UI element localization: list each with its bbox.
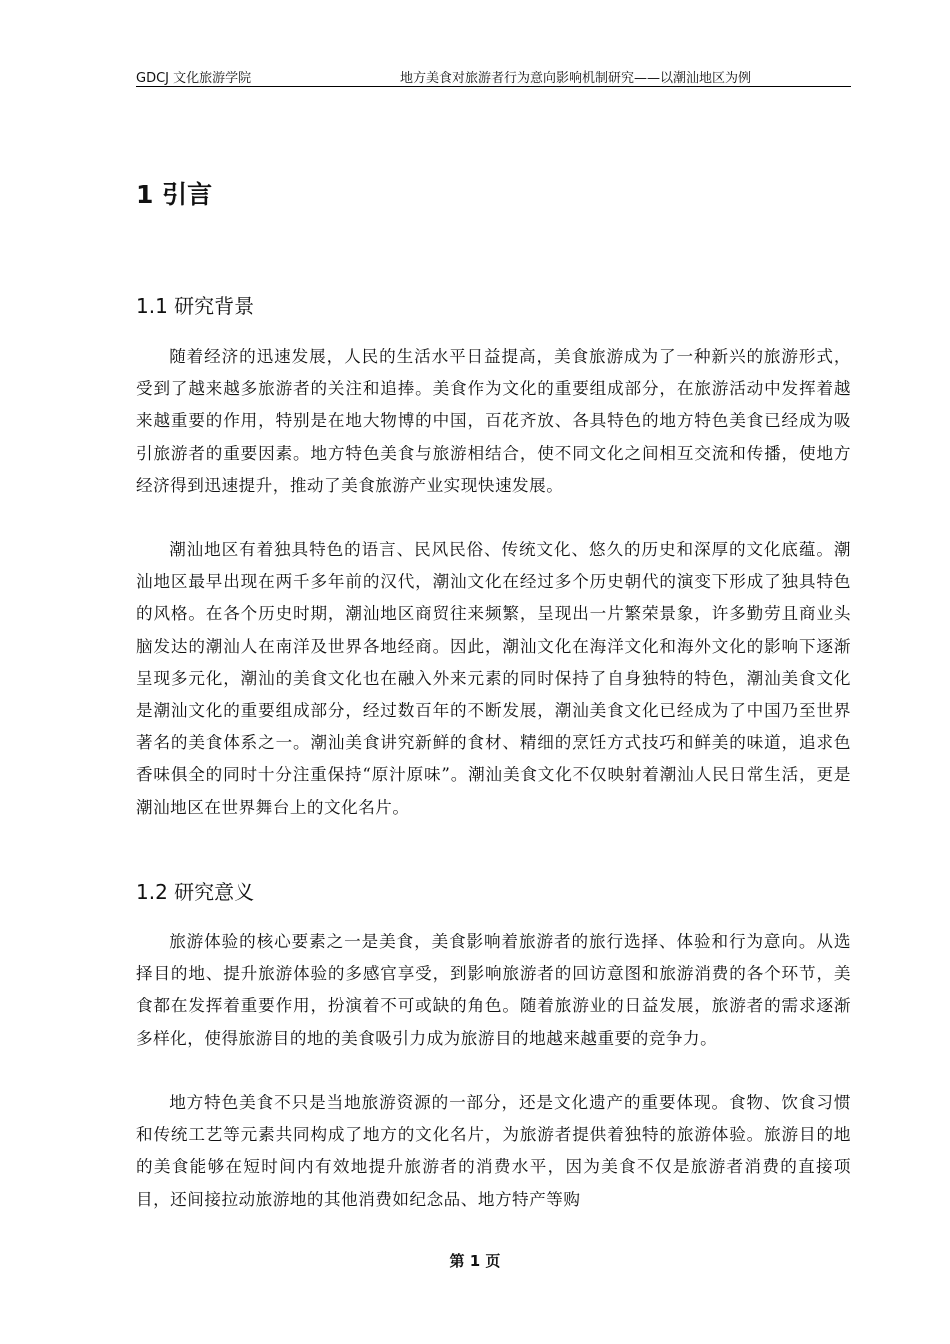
paragraph-background-1: 随着经济的迅速发展，人民的生活水平日益提高，美食旅游成为了一种新兴的旅游形式，受到了越来越多旅游者的关注和追捧。美食作为文化的重要组成部分，在旅游活动中发挥着越来越重要的作用，特别是在地大物博的中国，百花齐放、各具特色的地方特色美食已经成为吸引旅游者的重要因素。地方特色美食与旅游相结合，使不同文化之间相互交流和传播，使地方经济得到迅速提升，推动了美食旅游产业实现快速发展。 (136, 347, 851, 495)
paragraph-background-2: 潮汕地区有着独具特色的语言、民风民俗、传统文化、悠久的历史和深厚的文化底蕴。潮汕地区最早出现在两千多年前的汉代，潮汕文化在经过多个历史朝代的演变下形成了独具特色的风格。在各个历史时期，潮汕地区商贸往来频繁，呈现出一片繁荣景象，许多勤劳且商业头脑发达的潮汕人在南洋及世界各地经商。因此，潮汕文化在海洋文化和海外文化的影响下逐渐呈现多元化，潮汕的美食文化也在融入外来元素的同时保持了自身独特的特色，潮汕美食文化是潮汕文化的重要组成部分，经过数百年的不断发展，潮汕美食文化已经成为了中国乃至世界著名的美食体系之一。潮汕美食讲究新鲜的食材、精细的烹饪方式技巧和鲜美的味道，追求色香味俱全的同时十分注重保持“原汁原味”。潮汕美食文化不仅映射着潮汕人民日常生活，更是潮汕地区在世界舞台上的文化名片。 (136, 540, 851, 817)
section-title-background: 1.1 研究背景 (136, 294, 255, 318)
page-header (136, 66, 851, 87)
paragraph-significance-2: 地方特色美食不只是当地旅游资源的一部分，还是文化遗产的重要体现。食物、饮食习惯和传统工艺等元素共同构成了地方的文化名片，为旅游者提供着独特的旅游体验。旅游目的地的美食能够在短时间内有效地提升旅游者的消费水平，因为美食不仅是旅游者消费的直接项目，还间接拉动旅游地的其他消费如纪念品、地方特产等购 (136, 1093, 851, 1209)
paragraph-significance-1: 旅游体验的核心要素之一是美食，美食影响着旅游者的旅行选择、体验和行为意向。从选择目的地、提升旅游体验的多感官享受，到影响旅游者的回访意图和旅游消费的各个环节，美食都在发挥着重要作用，扮演着不可或缺的角色。随着旅游业的日益发展，旅游者的需求逐渐多样化，使得旅游目的地的美食吸引力成为旅游目的地越来越重要的竞争力。 (136, 932, 851, 1048)
header-thesis-title: 地方美食对旅游者行为意向影响机制研究——以潮汕地区为例 (400, 71, 752, 86)
page-number: 第 1 页 (449, 1252, 501, 1270)
chapter-title: 1 引言 (136, 180, 213, 209)
section-title-significance: 1.2 研究意义 (136, 880, 255, 904)
header-institution: GDCJ 文化旅游学院 (136, 71, 252, 86)
